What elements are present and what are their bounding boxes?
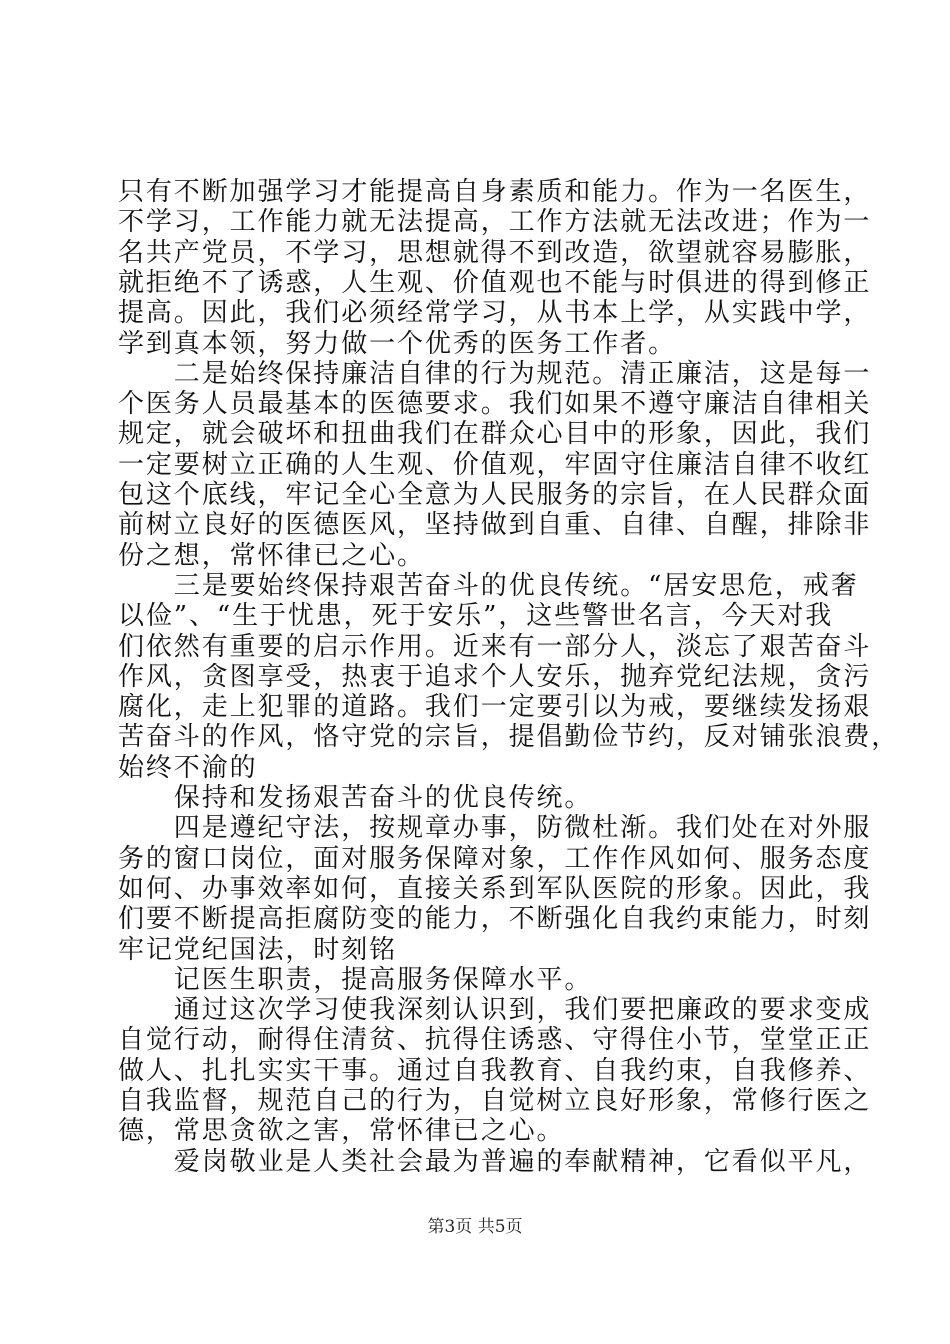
- text-line: 规定，就会破坏和扭曲我们在群众心目中的形象，因此，我们: [118, 419, 872, 450]
- text-line: 名共产党员，不学习，思想就得不到改造，欲望就容易膨胀，: [118, 237, 872, 268]
- text-line: 记医生职责，提高服务保障水平。: [118, 964, 593, 995]
- text-line: 作风，贪图享受，热衷于追求个人安乐，抛弃党纪法规，贪污: [118, 661, 872, 692]
- text-line: 不学习，工作能力就无法提高，工作方法就无法改进；作为一: [118, 207, 872, 238]
- text-line: 四是遵纪守法，按规章办事，防微杜渐。我们处在对外服: [118, 813, 872, 844]
- text-line: 以俭”、“生于忧患，死于安乐”，这些警世名言，今天对我: [118, 601, 834, 632]
- text-line: 前树立良好的医德医风，坚持做到自重、自律、自醒，排除非: [118, 510, 872, 541]
- text-line: 三是要始终保持艰苦奋斗的优良传统。“居安思危，戒奢: [118, 570, 859, 601]
- text-line: 牢记党纪国法，时刻铭: [118, 934, 398, 965]
- text-line: 通过这次学习使我深刻认识到，我们要把廉政的要求变成: [118, 995, 872, 1026]
- text-line: 学到真本领，努力做一个优秀的医务工作者。: [118, 328, 677, 359]
- text-line: 德，常思贪欲之害，常怀律已之心。: [118, 1116, 565, 1147]
- text-line: 二是始终保持廉洁自律的行为规范。清正廉洁，这是每一: [118, 358, 872, 389]
- text-line: 自觉行动，耐得住清贫、抗得住诱惑、守得住小节，堂堂正正: [118, 1025, 872, 1056]
- text-line: 们依然有重要的启示作用。近来有一部分人，淡忘了艰苦奋斗: [118, 631, 872, 662]
- text-line: 腐化，走上犯罪的道路。我们一定要引以为戒，要继续发扬艰: [118, 692, 872, 723]
- text-line: 苦奋斗的作风，恪守党的宗旨，提倡勤俭节约，反对铺张浪费，: [118, 722, 900, 753]
- text-line: 们要不断提高拒腐防变的能力，不断强化自我约束能力，时刻: [118, 904, 872, 935]
- text-line: 只有不断加强学习才能提高自身素质和能力。作为一名医生，: [118, 177, 872, 207]
- text-line: 自我监督，规范自己的行为，自觉树立良好形象，常修行医之: [118, 1086, 872, 1116]
- text-line: 保持和发扬艰苦奋斗的优良传统。: [118, 783, 593, 813]
- text-line: 始终不渝的: [118, 752, 258, 783]
- text-line: 务的窗口岗位，面对服务保障对象，工作作风如何、服务态度: [118, 843, 872, 874]
- text-line: 个医务人员最基本的医德要求。我们如果不遵守廉洁自律相关: [118, 389, 872, 420]
- page-number-footer: 第3页 共5页: [427, 1217, 523, 1237]
- text-line: 一定要树立正确的人生观、价值观，牢固守住廉洁自律不收红: [118, 449, 872, 480]
- text-line: 就拒绝不了诱惑，人生观、价值观也不能与时俱进的得到修正: [118, 267, 872, 298]
- text-line-last: 爱岗敬业是人类社会最为普遍的奉献精神，它看似平凡，: [118, 1146, 872, 1177]
- text-line: 包这个底线，牢记全心全意为人民服务的宗旨，在人民群众面: [118, 480, 872, 510]
- text-line: 做人、扎扎实实干事。通过自我教育、自我约束，自我修养、: [118, 1055, 872, 1086]
- text-line: 提高。因此，我们必须经常学习，从书本上学，从实践中学，: [118, 298, 872, 329]
- text-line: 如何、办事效率如何，直接关系到军队医院的形象。因此，我: [118, 873, 872, 904]
- text-line: 份之想，常怀律已之心。: [118, 540, 425, 571]
